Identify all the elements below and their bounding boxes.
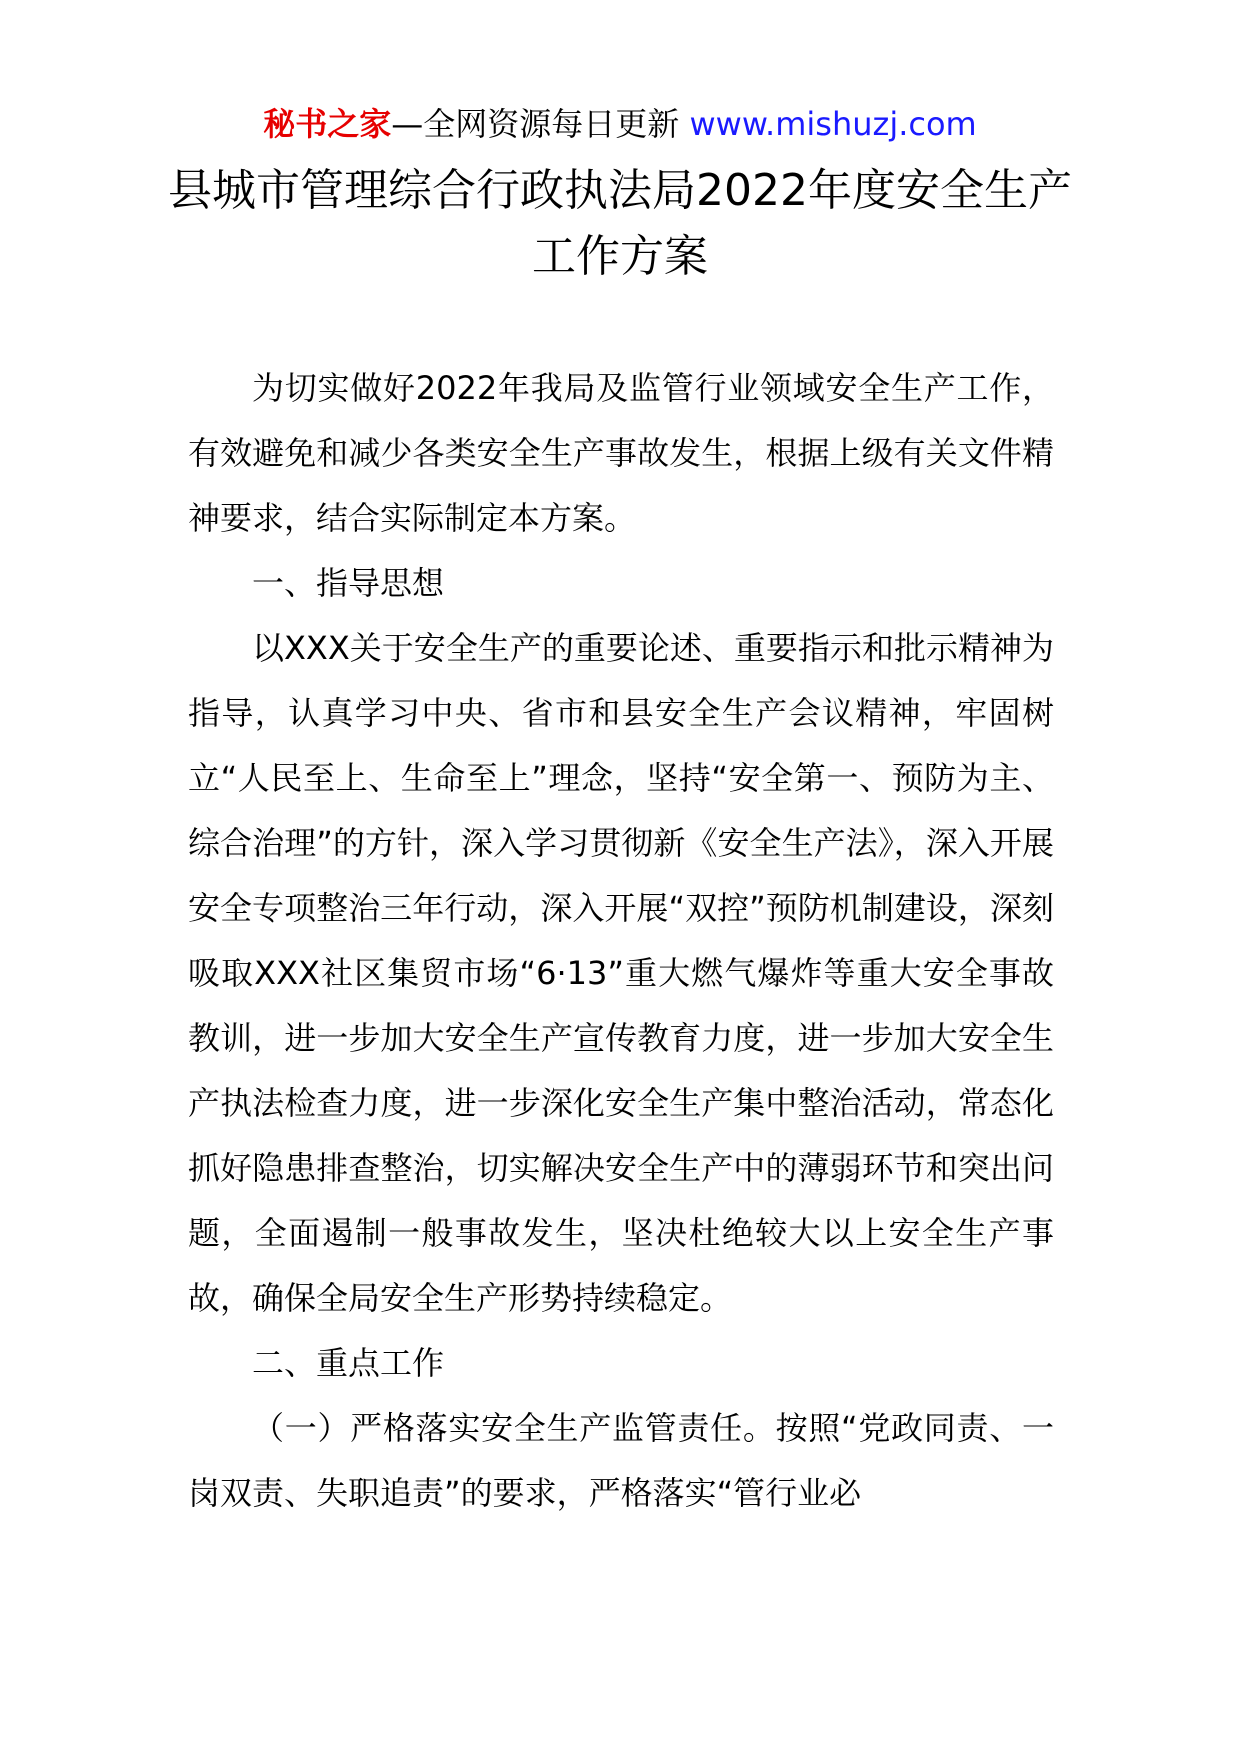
section-heading-guiding-ideology: 一、指导思想 (252, 564, 445, 602)
site-url-link[interactable]: www.mishuzj.com (689, 105, 977, 143)
site-brand: 秘书之家 (263, 105, 392, 143)
guiding-ideology-paragraph: 以XXX关于安全生产的重要论述、重要指示和批示精神为指导，认真学习中央、省市和县安全生产会议精神，牢固树立“人民至上、生命至上”理念，坚持“安全第一、预防为主、综合治理”的方针，深入学习贯彻新《安全生产法》，深入开展安全专项整治三年行动，深入开展“双控”预防机制建设，深刻吸取XXX社区集贸市场“6·13”重大燃气爆炸等重大安全事故教训，进一步加大安全生产宣传教育力度，进一步加大安全生产执法检查力度，进一步深化安全生产集中整治活动，常态化抓好隐患排查整治，切实解决安全生产中的薄弱环节和突出问题，全面遏制一般事故发生，坚决杜绝较大以上安全生产事故，确保全局安全生产形势持续稳定。 (188, 629, 1054, 1317)
document-title: 县城市管理综合行政执法局2022年度安全生产工作方案 (168, 165, 1072, 282)
site-slogan: —全网资源每日更新 (391, 105, 690, 143)
key-work-paragraph-1: （一）严格落实安全生产监管责任。按照“党政同责、一岗双责、失职追责”的要求，严格落实“管行业必 (188, 1409, 1054, 1512)
section-heading-key-work: 二、重点工作 (252, 1344, 445, 1382)
site-header (0, 100, 1240, 148)
intro-paragraph: 为切实做好2022年我局及监管行业领域安全生产工作，有效避免和减少各类安全生产事故发生，根据上级有关文件精神要求，结合实际制定本方案。 (188, 369, 1054, 537)
document-body (188, 356, 1054, 1526)
